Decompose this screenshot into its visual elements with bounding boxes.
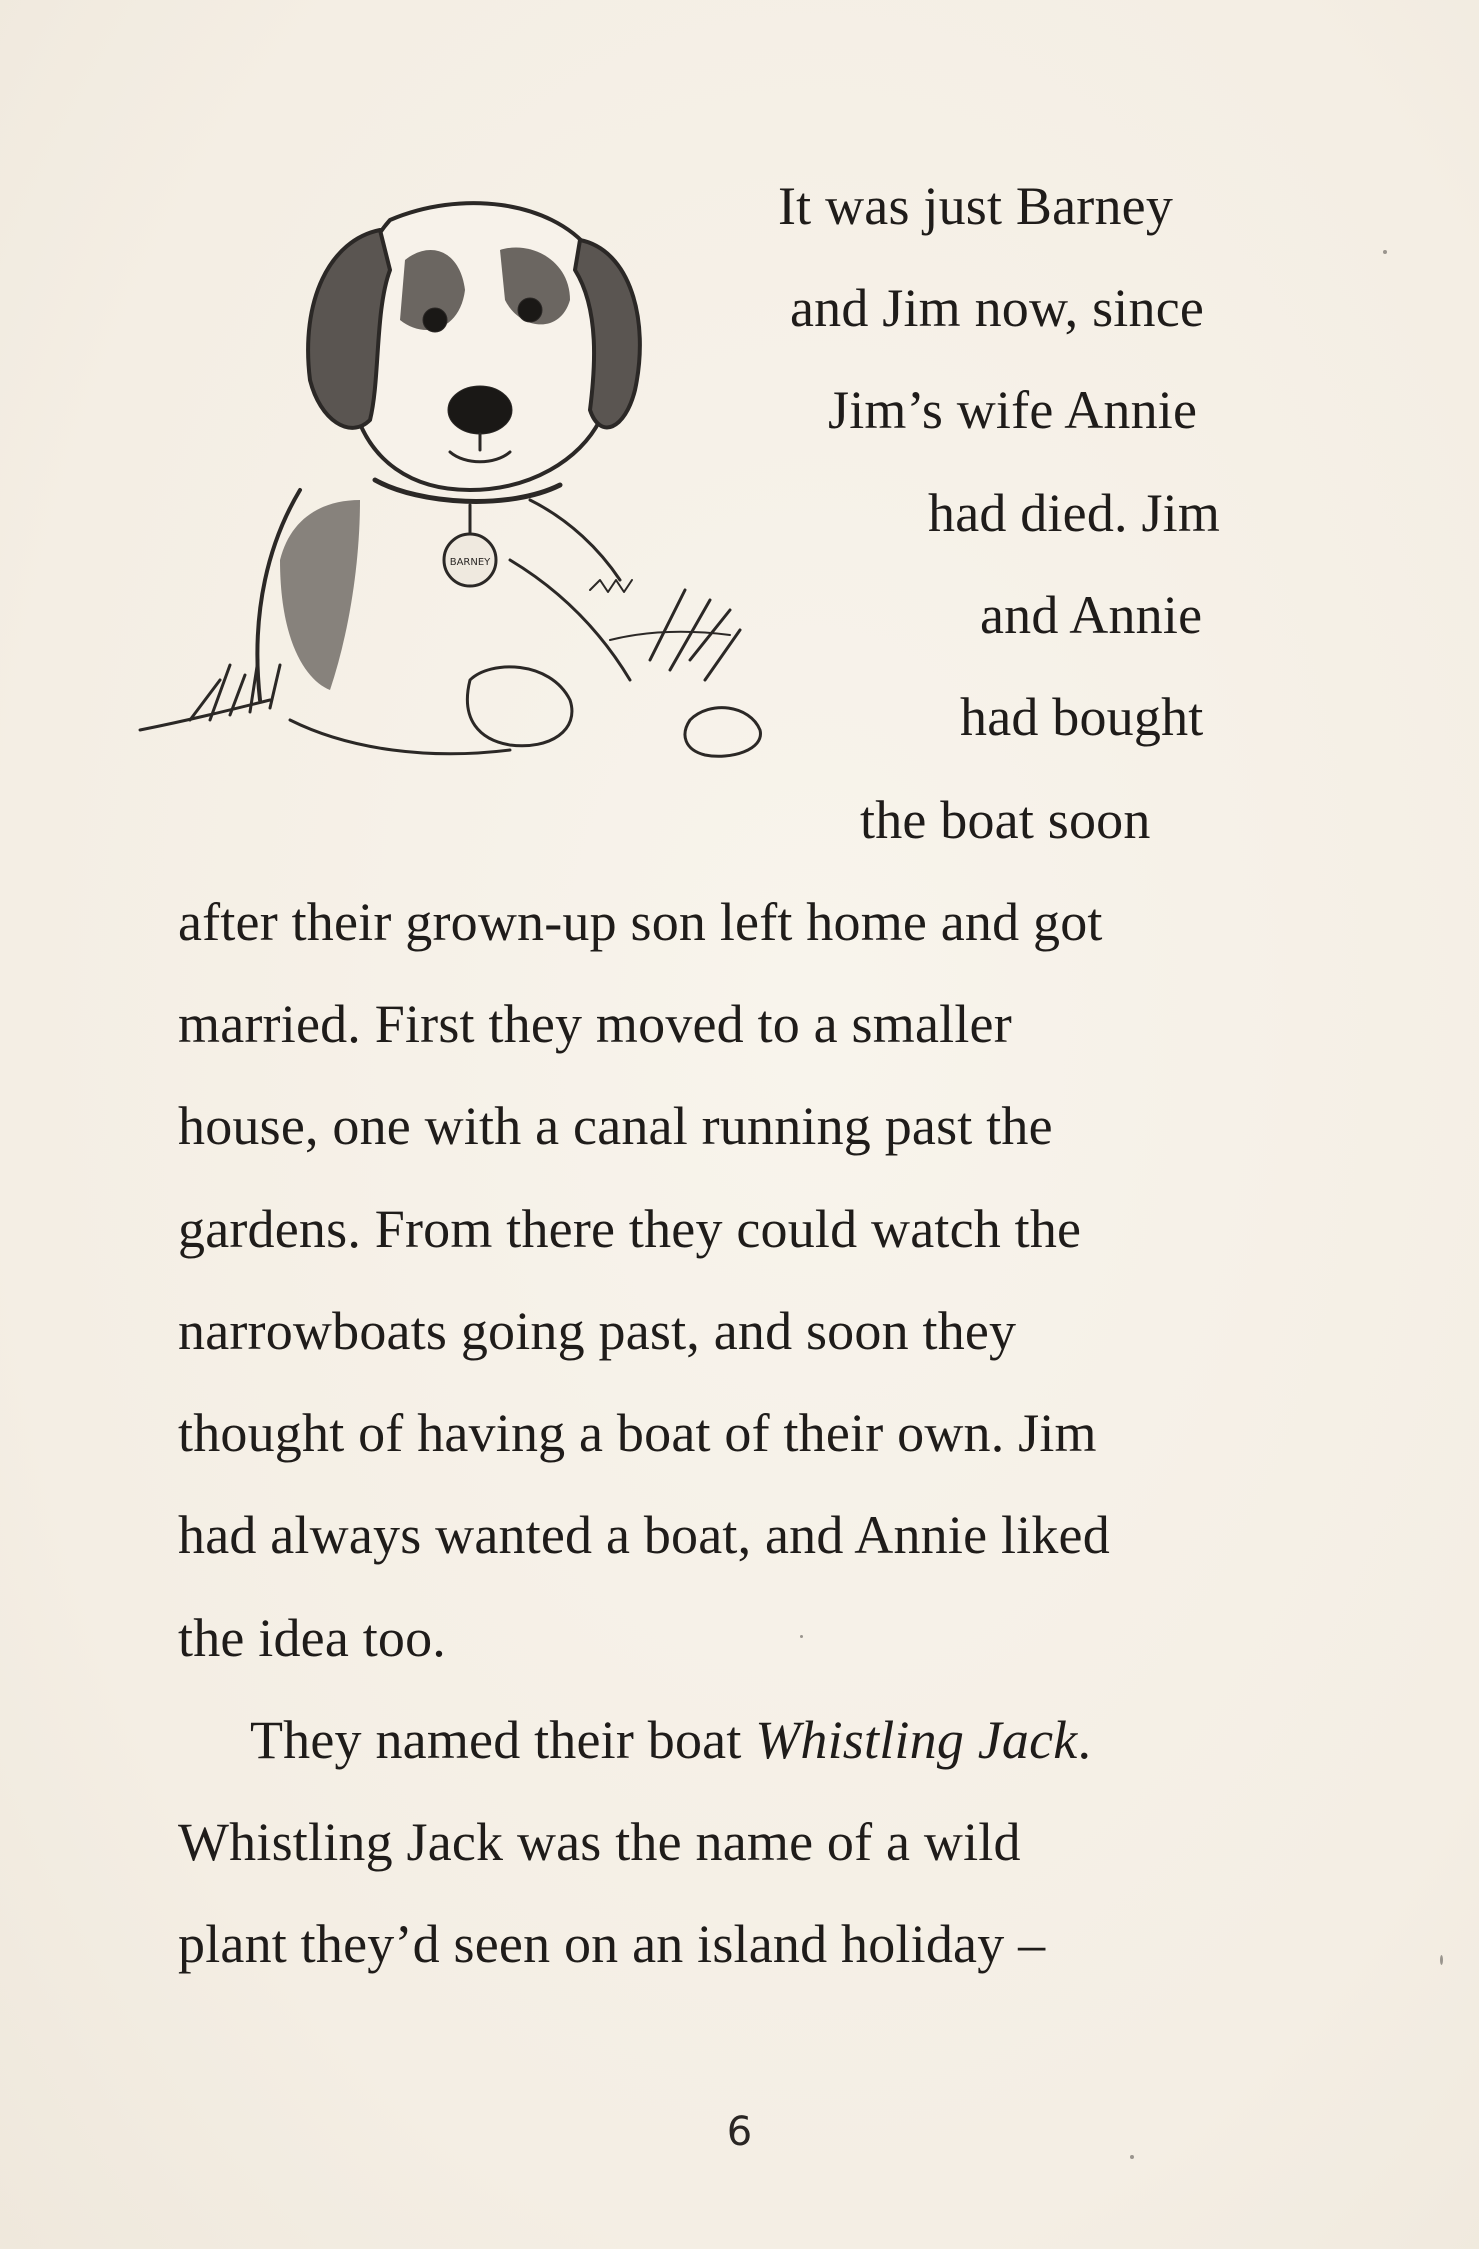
- scan-speck: [800, 1635, 803, 1638]
- text-line: and Jim now, since: [790, 278, 1205, 338]
- text-line: narrowboats going past, and soon they: [178, 1301, 1017, 1361]
- text-line: had always wanted a boat, and Annie liked: [178, 1505, 1110, 1565]
- page-number: 6: [726, 2109, 753, 2155]
- text-run: .: [1077, 1710, 1092, 1770]
- text-line: gardens. From there they could watch the: [178, 1199, 1082, 1259]
- boat-name-italic: Whistling Jack: [755, 1710, 1078, 1770]
- scan-speck: [1440, 1955, 1443, 1965]
- text-line: Jim’s wife Annie: [828, 380, 1198, 440]
- text-line: the idea too.: [178, 1608, 447, 1668]
- paragraph-2-first-line: [250, 1710, 1091, 1770]
- text-line: married. First they moved to a smaller: [178, 994, 1012, 1054]
- text-line: had died. Jim: [928, 483, 1221, 543]
- scan-speck: [1383, 250, 1387, 254]
- text-line: house, one with a canal running past the: [178, 1096, 1053, 1156]
- text-line: It was just Barney: [778, 176, 1174, 236]
- text-line: after their grown-up son left home and got: [178, 892, 1103, 952]
- puppy-illustration: [130, 160, 870, 840]
- text-line: the boat soon: [860, 790, 1151, 850]
- scan-speck: [1130, 2155, 1134, 2159]
- text-line: plant they’d seen on an island holiday –: [178, 1914, 1046, 1974]
- text-line: Whistling Jack was the name of a wild: [178, 1812, 1021, 1872]
- text-line: and Annie: [980, 585, 1203, 645]
- text-line: thought of having a boat of their own. Jim: [178, 1403, 1097, 1463]
- text-line: had bought: [960, 687, 1204, 747]
- collar-tag-text: BARNEY: [449, 557, 491, 568]
- text-run: They named their boat: [250, 1710, 756, 1770]
